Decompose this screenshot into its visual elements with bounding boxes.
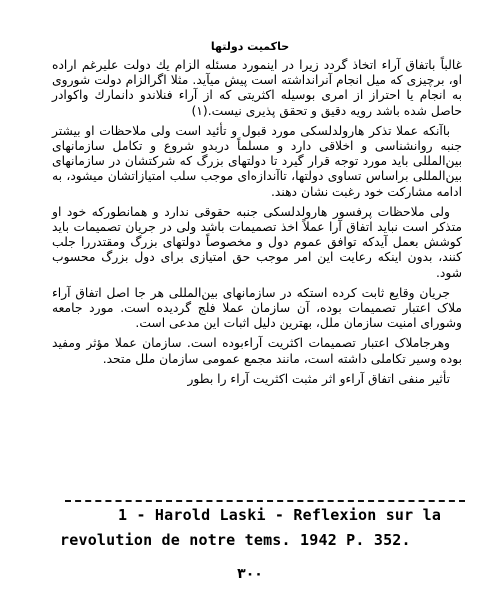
paragraph-6: تأثیر منفی اتفاق آراءو اثر مثبت اکثریت آراء را بطور	[187, 371, 450, 386]
page-number: ۳۰۰	[237, 566, 263, 582]
paragraph-2: باآنکه عملا تذکر هارولدلسکی مورد قبول و تأئید است ولی ملاحظات او بیشتر جنبه روانشناسی و اخلاقی دارد و مسلماً دربدو شروع و تکامل سازمانهای بین‌المللی باید مورد توجه قرار گیرد تا دولتهای بزرگ که شرکتشان در سازمانهای بین‌المللی براساس تساوی دولتها، تاآندازه‌ای موجب سلب امتیازاتشان میشود، به ادامه مشارکت خود رغبت نشان دهند.	[52, 123, 462, 199]
paragraph-4: جریان وقایع ثابت کرده استکه در سازمانهای بین‌المللی هر جا اصل اتفاق آراء ملاک اعتبار تصمیمات بوده، آن سازمان عملا فلج گردیده است. مورد جامعه وشورای امنیت سازمان ملل، بهترین دلیل اثبات این مدعی است.	[52, 285, 462, 331]
paragraph-1: غالباً باتفاق آراء اتخاذ گردد زیرا در اینمورد مسئله الزام یك دولت علیرغم اراده او، برچیزی که میل انجام آنرانداشته است پیش میآید. مثلا اگرالزام دولت شوروی به انجام یا احتراز از امری بوسیله اکثریتی که از آراء فنلاندو دانمارك واکوادر حاصل شده باشد رویه دقیق و تحقق پذیری نیست.(۱)	[52, 58, 462, 118]
footnote-divider	[65, 500, 465, 502]
paragraph-5: وهرجاملاک اعتبار تصمیمات اکثریت آراءبوده است. سازمان عملا مؤثر ومفید بوده وسیر تکاملی داشته است، مانند مجمع عمومی سازمان ملل متحد.	[52, 336, 462, 366]
footnote-line-1: 1 - Harold Laski - Reflexion sur la	[118, 506, 442, 524]
paragraph-3: ولی ملاحظات پرفسور هارولدلسکی جنبه حقوقی ندارد و همانطورکه خود او متذکر است نباید اتفاق آرا عملاً اخذ تصمیمات باشد ولی در جریان تصمیمات باید کوشش بعمل آیدکه توافق عموم دول و مخصوصاً دولتهای بزرگ ومقتدررا جلب کنند، بدون اینکه رعایت این امر موجب حق امتیازی برای دول بزرگ محسوب شود.	[52, 204, 462, 280]
footnote-line-2: revolution de notre tems. 1942 P. 352.	[60, 531, 411, 549]
body-text	[52, 58, 462, 392]
running-header: حاکمیت دولتها	[210, 40, 290, 53]
footnote	[60, 503, 480, 553]
